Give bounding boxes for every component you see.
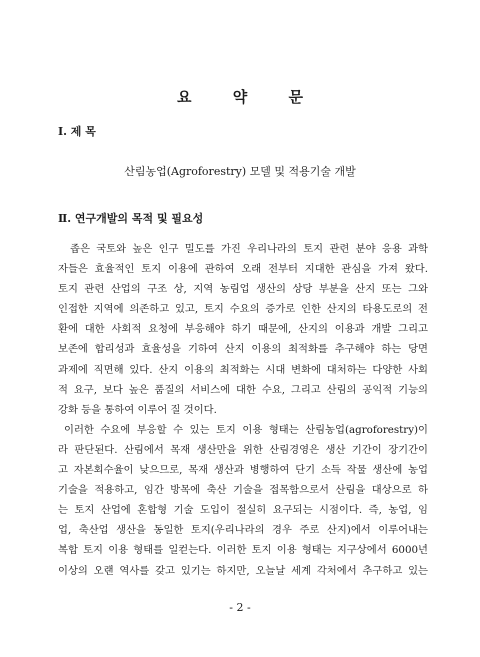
text-line: 복합 토지 이용 형태를 일컫는다. 이러한 토지 이용 형태는 지구상에서 6000년 [58, 544, 428, 557]
text-line: 기술을 적용하고, 임간 방목에 축산 기술을 접목함으로서 산림을 대상으로 하 [58, 484, 428, 497]
text-line: 좁은 국토와 높은 인구 밀도를 가진 우리나라의 토지 관련 분야 응용 과학 [70, 243, 428, 255]
project-subject: 산림농업(Agroforestry) 모델 및 적용기술 개발 [124, 165, 356, 178]
text-line: 라 판단된다. 산림에서 목재 생산만을 위한 산림경영은 생산 기간이 장기간이 [58, 443, 428, 456]
text-line: 자들은 효율적인 토지 이용에 관하여 오래 전부터 지대한 관심을 가져 왔다. [58, 263, 428, 276]
text-line: 인접한 지역에 의존하고 있고, 토지 수요의 증가로 인한 산지의 타용도로의 전 [58, 303, 428, 316]
section-heading-title: Ⅰ. 제 목 [58, 125, 96, 138]
text-line: 이러한 수요에 부응할 수 있는 토지 이용 형태는 산림농업(agroforestry)이 [64, 423, 428, 436]
text-line: 과제에 직면해 있다. 산지 이용의 최적화는 시대 변화에 대처하는 다양한 사회 [58, 363, 428, 376]
body-text [58, 239, 428, 581]
text-line: 토지 관련 산업의 구조 상, 지역 농림업 생산의 상당 부분을 산지 또는 그와 [58, 283, 428, 296]
section-heading-purpose: Ⅱ. 연구개발의 목적 및 필요성 [58, 212, 204, 225]
text-line: 적 요구, 보다 높은 품질의 서비스에 대한 수요, 그리고 산림의 공익적 기능의 [58, 383, 428, 396]
text-line: 는 토지 산업에 혼합형 기술 도입이 절실히 요구되는 시점이다. 즉, 농업, 임 [58, 504, 428, 517]
text-line: 업, 축산업 생산을 동일한 토지(우리나라의 경우 주로 산지)에서 이루어내는 [58, 524, 428, 537]
text-line: 고 자본회수율이 낮으므로, 목재 생산과 병행하여 단기 소득 작물 생산에 농업 [58, 464, 428, 477]
text-line: 강화 등을 통하여 이루어 질 것이다. [58, 403, 217, 416]
text-line: 이상의 오랜 역사를 갖고 있기는 하지만, 오늘날 세계 각처에서 추구하고 있는 [58, 564, 428, 577]
page-number: - 2 - [229, 601, 251, 614]
text-line: 보존에 합리성과 효율성을 기하여 산지 이용의 최적화를 추구해야 하는 당면 [58, 343, 428, 356]
page-title: 요 약 문 [177, 88, 321, 106]
text-line: 환에 대한 사회적 요청에 부응해야 하기 때문에, 산지의 이용과 개발 그리고 [58, 323, 428, 336]
